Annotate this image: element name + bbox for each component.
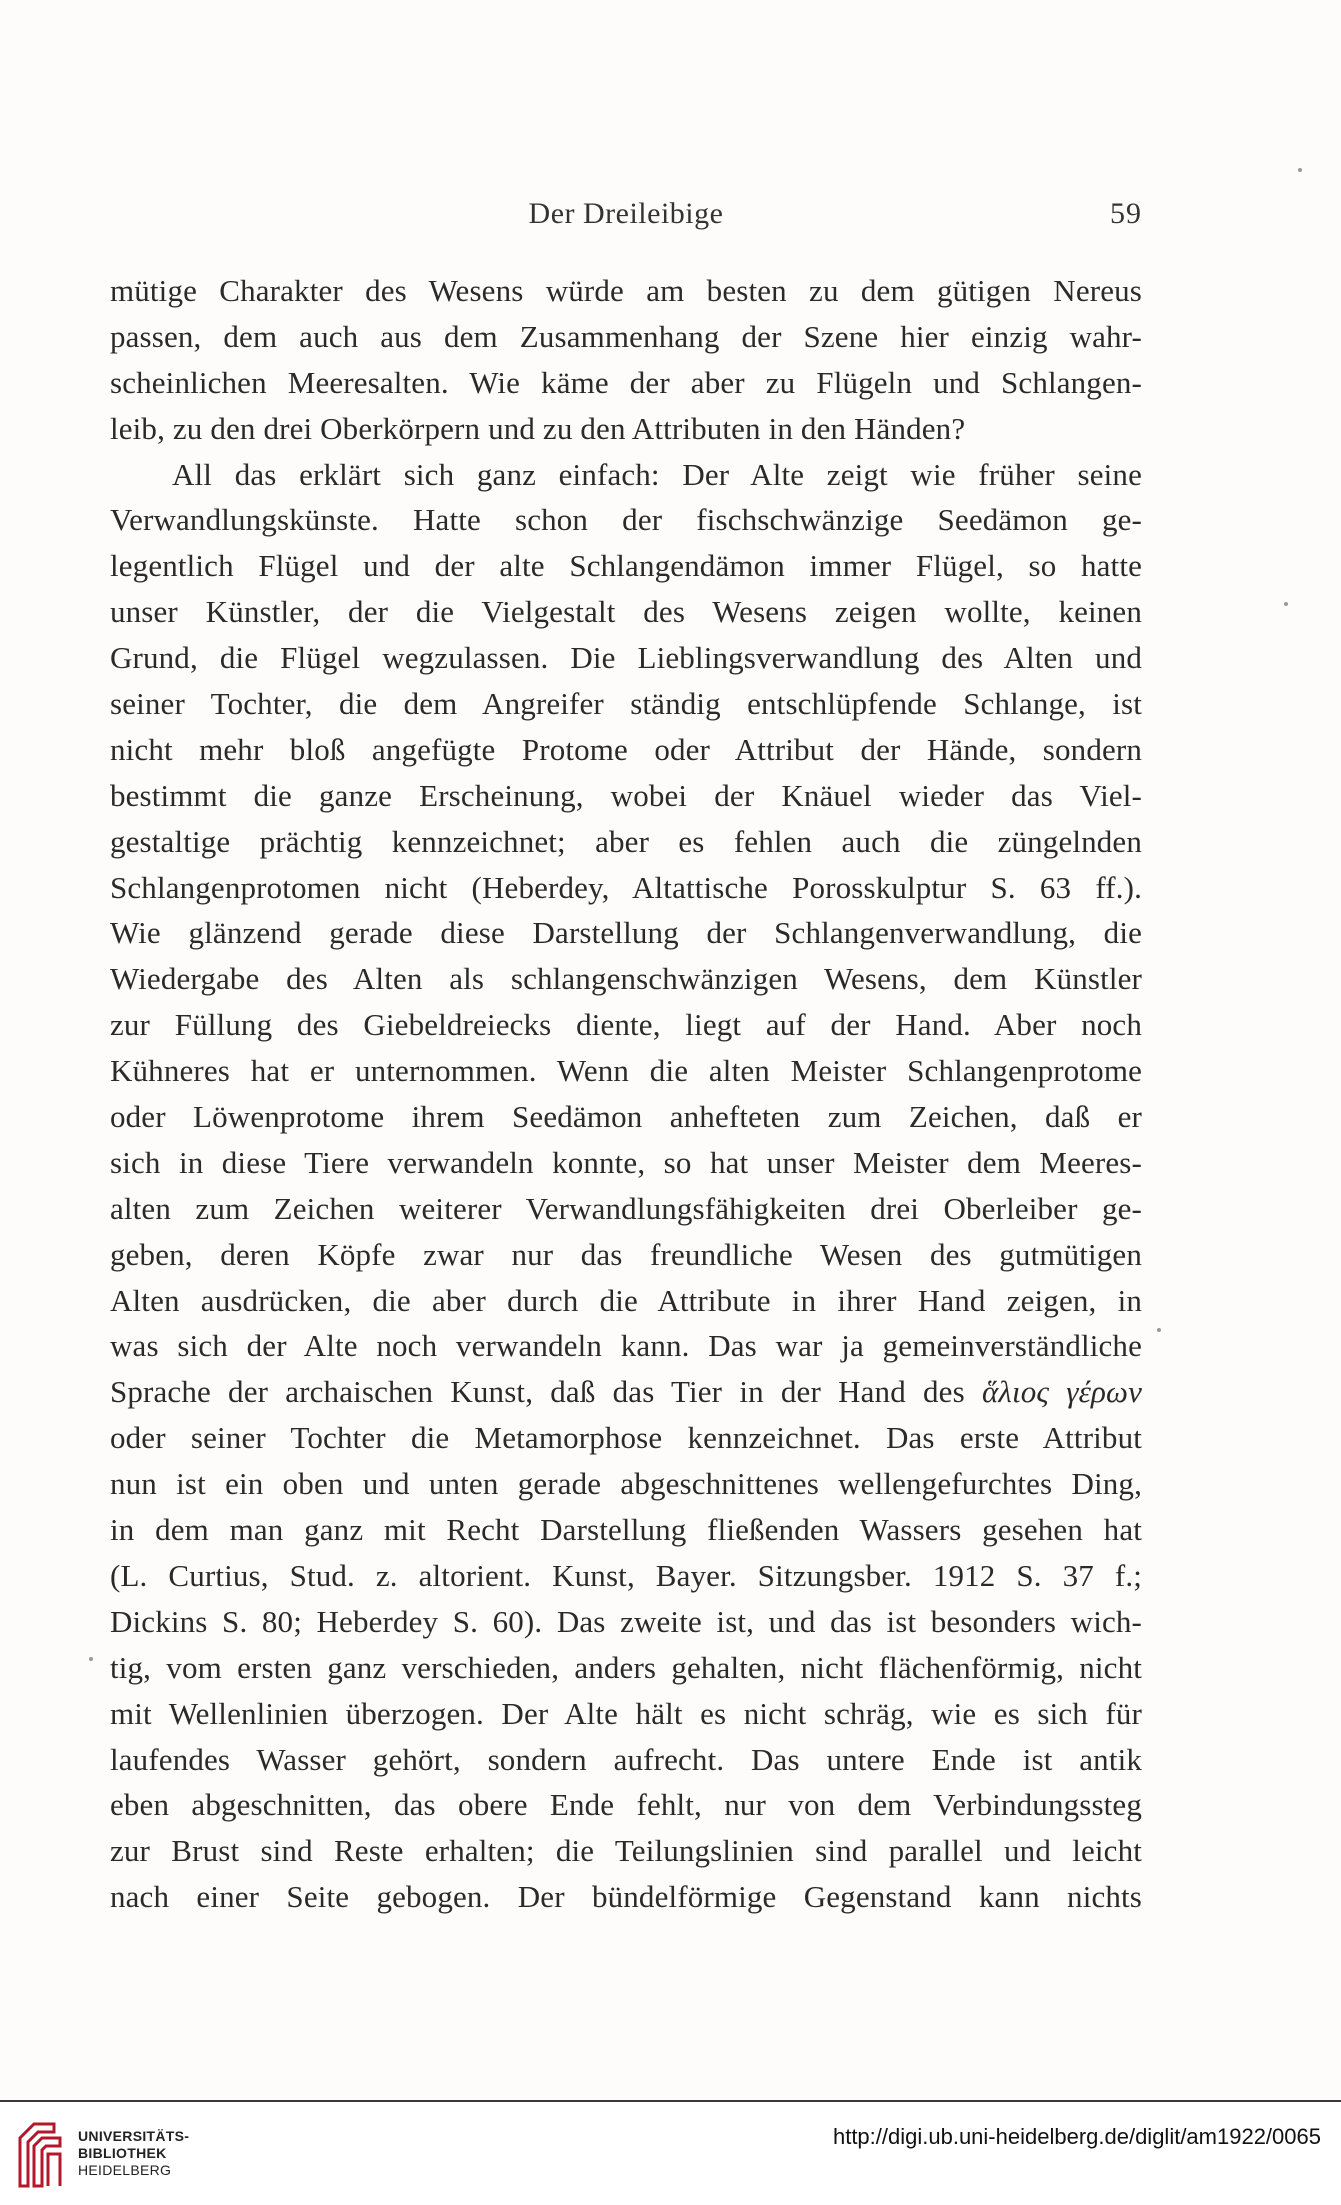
body-text [110, 268, 1142, 1920]
text-line: zur Brust sind Reste erhalten; die Teilungslinien sind parallel und leicht [110, 1833, 1142, 1869]
text-line: Wie glänzend gerade diese Darstellung der Schlangenverwandlung, die [110, 915, 1142, 951]
running-head [110, 197, 1142, 237]
text-line: nun ist ein oben und unten gerade abgeschnittenes wellengefurchtes Ding, [110, 1466, 1142, 1502]
digitization-footer [0, 2100, 1341, 2205]
scan-speck [89, 1657, 93, 1661]
running-title: Der Dreileibige [528, 197, 724, 230]
text-line: Kühneres hat er unternommen. Wenn die alten Meister Schlangenprotome [110, 1053, 1142, 1089]
greek-phrase: ἅλιος γέρων [981, 1374, 1142, 1410]
text-line: zur Füllung des Giebeldreiecks diente, liegt auf der Hand. Aber noch [110, 1007, 1142, 1043]
text-line: Wiedergabe des Alten als schlangenschwänzigen Wesens, dem Künstler [110, 961, 1142, 997]
text-line: was sich der Alte noch verwandeln kann. Das war ja gemeinverständliche [110, 1328, 1142, 1364]
text-line: gestaltige prächtig kennzeichnet; aber es fehlen auch die züngelnden [110, 823, 1142, 859]
text-line: sich in diese Tiere verwandeln konnte, so hat unser Meister dem Meeres- [110, 1144, 1142, 1180]
text-line: legentlich Flügel und der alte Schlangendämon immer Flügel, so hatte [110, 548, 1142, 584]
text-line: seiner Tochter, die dem Angreifer ständig entschlüpfende Schlange, ist [110, 686, 1142, 722]
text-line: mit Wellenlinien überzogen. Der Alte hält es nicht schräg, wie es sich für [110, 1695, 1142, 1731]
source-url-link[interactable]: http://digi.ub.uni-heidelberg.de/diglit/am1922/0065 [832, 2124, 1321, 2149]
text-line: leib, zu den drei Oberkörpern und zu den Attributen in den Händen? [110, 410, 966, 446]
text-line: bestimmt die ganze Erscheinung, wobei der Knäuel wieder das Viel- [110, 777, 1142, 813]
text-line-with-greek [110, 1369, 1142, 1415]
scan-speck [1298, 168, 1302, 172]
text-line: Alten ausdrücken, die aber durch die Attribute in ihrer Hand zeigen, in [110, 1282, 1142, 1318]
scan-speck [1284, 602, 1288, 606]
text-line: passen, dem auch aus dem Zusammenhang der Szene hier einzig wahr- [110, 318, 1142, 354]
text-line: oder Löwenprotome ihrem Seedämon anhefteten zum Zeichen, daß er [110, 1099, 1142, 1135]
text-line: All das erklärt sich ganz einfach: Der Alte zeigt wie früher seine [172, 456, 1142, 492]
heidelberg-library-logo-icon [14, 2120, 64, 2190]
text-line: unser Künstler, der die Vielgestalt des Wesens zeigen wollte, keinen [110, 594, 1142, 630]
text-line: nicht mehr bloß angefügte Protome oder Attribut der Hände, sondern [110, 731, 1142, 767]
text-line: alten zum Zeichen weiterer Verwandlungsfähigkeiten drei Oberleiber ge- [110, 1190, 1142, 1226]
text-line: Grund, die Flügel wegzulassen. Die Lieblingsverwandlung des Alten und [110, 640, 1142, 676]
library-name-line: HEIDELBERG [78, 2162, 172, 2178]
text-line: in dem man ganz mit Recht Darstellung fließenden Wassers gesehen hat [110, 1512, 1142, 1548]
text-line: tig, vom ersten ganz verschieden, anders gehalten, nicht flächenförmig, nicht [110, 1649, 1142, 1685]
library-name [78, 2128, 189, 2179]
text-line: laufendes Wasser gehört, sondern aufrecht. Das untere Ende ist antik [110, 1741, 1142, 1777]
text-line: mütige Charakter des Wesens würde am besten zu dem gütigen Nereus [110, 273, 1142, 308]
text-line: (L. Curtius, Stud. z. altorient. Kunst, Bayer. Sitzungsber. 1912 S. 37 f.; [110, 1557, 1142, 1593]
text-segment: Sprache der archaischen Kunst, daß das Tier in der Hand des [110, 1374, 965, 1410]
text-line: Verwandlungskünste. Hatte schon der fischschwänzige Seedämon ge- [110, 502, 1142, 538]
library-name-line: BIBLIOTHEK [78, 2145, 167, 2161]
page-number: 59 [1110, 197, 1142, 230]
text-line: nach einer Seite gebogen. Der bündelförmige Gegenstand kann nichts [110, 1879, 1142, 1915]
text-line: oder seiner Tochter die Metamorphose kennzeichnet. Das erste Attribut [110, 1420, 1142, 1456]
scan-speck [1157, 1328, 1161, 1332]
text-line: geben, deren Köpfe zwar nur das freundliche Wesen des gutmütigen [110, 1236, 1142, 1272]
text-line: scheinlichen Meeresalten. Wie käme der aber zu Flügeln und Schlangen- [110, 364, 1142, 400]
library-name-line: UNIVERSITÄTS- [78, 2128, 190, 2144]
text-line: Schlangenprotomen nicht (Heberdey, Altattische Porosskulptur S. 63 ff.). [110, 869, 1142, 905]
text-line: Dickins S. 80; Heberdey S. 60). Das zweite ist, und das ist besonders wich- [110, 1603, 1142, 1639]
text-line: eben abgeschnitten, das obere Ende fehlt, nur von dem Verbindungssteg [110, 1787, 1142, 1823]
